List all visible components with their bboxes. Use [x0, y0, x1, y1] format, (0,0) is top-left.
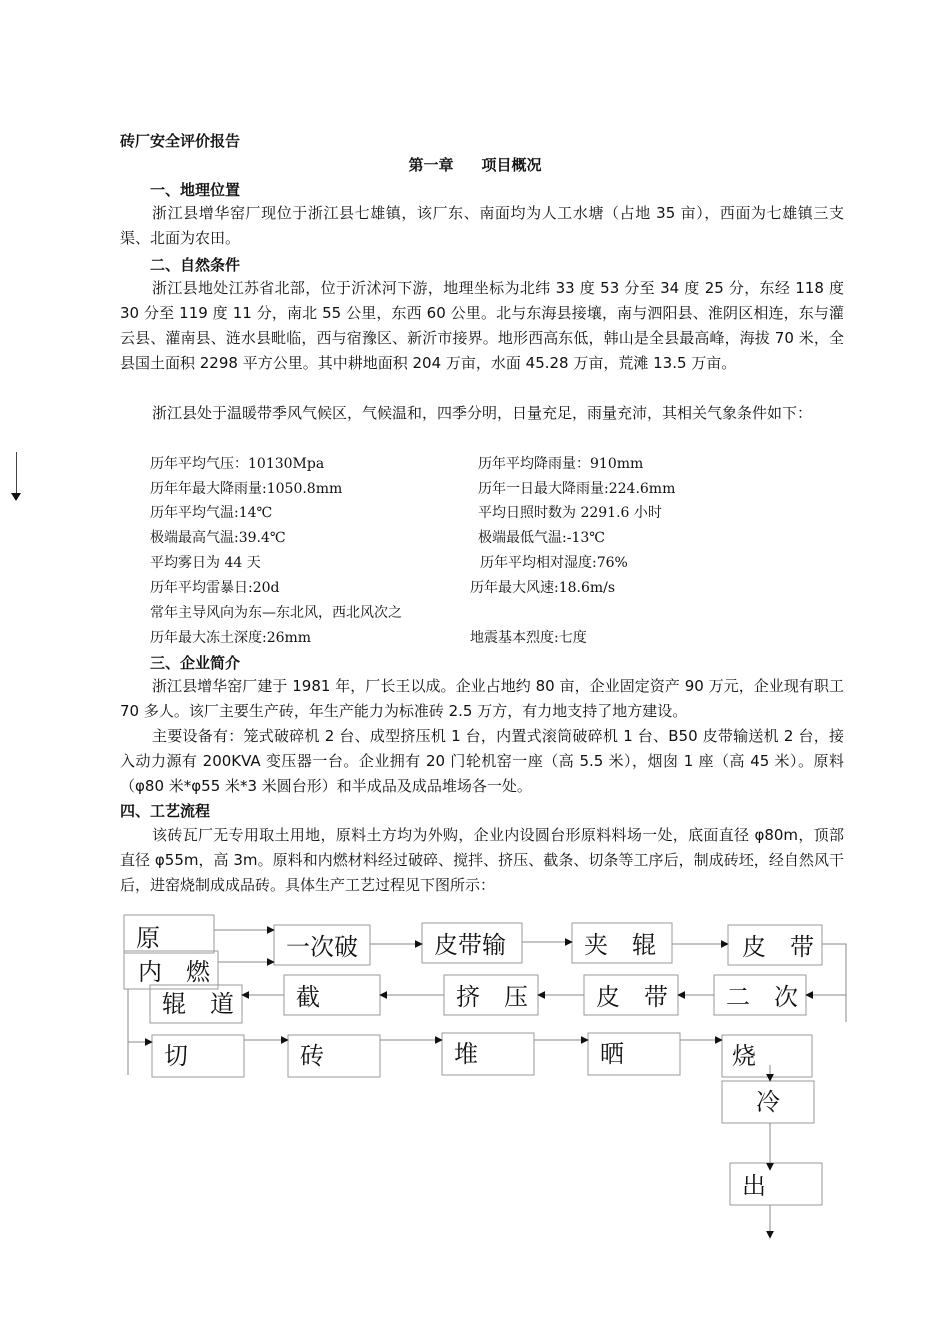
flow-label: 晒: [600, 1040, 624, 1068]
flow-label: 截: [296, 983, 320, 1011]
section-heading-location: 一、地理位置: [150, 181, 241, 199]
flow-label: 内 燃: [138, 958, 210, 986]
paragraph-process: 该砖瓦厂无专用取土用地，原料土方均为外购，企业内设圆台形原料料场一处，底面直径 φ80m，顶部直径 φ55m，高 3m。原料和内燃材料经过破碎、搅拌、挤压、截条、切条等工序后，制成砖坯，经自然风干后，进窑烧制成成品砖。具体生产工艺过程见下图所示：: [120, 826, 844, 894]
climate-item: 平均雾日为 44 天: [150, 555, 261, 571]
climate-item: 地震基本烈度:七度: [470, 630, 587, 646]
flow-label: 辊 道: [162, 990, 234, 1018]
climate-item: 历年平均相对湿度:76%: [480, 555, 628, 571]
section-heading-company: 三、企业简介: [150, 654, 241, 672]
climate-item: 常年主导风向为东—东北风，西北风次之: [150, 605, 402, 621]
flow-label: 烧: [732, 1042, 756, 1070]
paragraph-company: 浙江县增华窑厂建于 1981 年，厂长王以成。企业占地约 80 亩，企业固定资产 90 万元，企业现有职工 70 多人。该厂主要生产砖，年生产能力为标准砖 2.5 万方，有力地支持了地方建设。: [120, 677, 844, 720]
flow-label: 二 次: [726, 983, 798, 1011]
climate-item: 历年平均雷暴日:20d: [150, 580, 280, 596]
chapter-title: 项目概况: [481, 156, 542, 174]
climate-item: 历年最大冻土深度:26mm: [150, 630, 312, 646]
paragraph-geography: 浙江县地处江苏省北部，位于沂沭河下游，地理坐标为北纬 33 度 53 分至 34 度 25 分，东经 118 度 30 分至 119 度 11 分，南北 55 公里，东西 60 公里。北与东海县接壤，南与泗阳县、淮阴区相连，东与灌云县、灌南县、涟水县毗临，西与宿豫区、新沂市接界。地形西高东低，韩山是全县最高峰，海拔 70 米，全县国土面积 2298 平方公里。其中耕地面积 204 万亩，水面 45.28 万亩，荒滩 13.5 万亩。: [120, 279, 844, 372]
flow-label: 原: [136, 924, 160, 952]
flow-label: 出: [742, 1172, 766, 1200]
climate-item: 历年最大风速:18.6m/s: [470, 580, 616, 596]
climate-item: 平均日照时数为 2291.6 小时: [478, 505, 662, 521]
flow-label: 皮 带: [742, 933, 814, 961]
section-heading-nature: 二、自然条件: [150, 256, 241, 274]
chapter-number: 第一章: [408, 156, 454, 174]
paragraph-equipment: 主要设备有：笼式破碎机 2 台、成型挤压机 1 台，内置式滚筒破碎机 1 台、B50 皮带输送机 2 台，接入动力源有 200KVA 变压器一台。企业拥有 20 门轮机窑一座（高 5.5 米），烟囱 1 座（高 45 米）。原料（φ80 米*φ55 米*3 米圆台形）和半成品及成品堆场各一处。: [120, 727, 844, 795]
flow-label: 堆: [454, 1040, 478, 1068]
climate-item: 极端最低气温:-13℃: [478, 530, 605, 546]
flow-label: 皮带输: [434, 931, 506, 959]
flow-label: 一次破: [286, 933, 358, 961]
document-title: 砖厂安全评价报告: [120, 132, 241, 150]
paragraph-climate: 浙江县处于温暖带季风气候区，气候温和，四季分明，日量充足，雨量充沛，其相关气象条件如下：: [152, 404, 813, 422]
flow-label: 切: [164, 1042, 188, 1070]
flow-label: 冷: [756, 1088, 780, 1116]
paragraph-location: 浙江县增华窑厂现位于浙江县七雄镇，该厂东、南面均为人工水塘（占地 35 亩），西面为七雄镇三支渠、北面为农田。: [120, 204, 844, 247]
flow-label: 挤 压: [456, 983, 528, 1011]
flow-label: 皮 带: [596, 983, 668, 1011]
climate-item: 历年平均气温:14℃: [150, 505, 273, 521]
climate-item: 历年平均降雨量：910mm: [478, 456, 644, 472]
flow-label: 夹 辊: [584, 931, 656, 959]
climate-item: 历年年最大降雨量:1050.8mm: [150, 481, 343, 497]
climate-item: 极端最高气温:39.4℃: [150, 530, 286, 546]
climate-item: 历年平均气压：10130Mpa: [150, 456, 325, 472]
climate-item: 历年一日最大降雨量:224.6mm: [478, 481, 676, 497]
section-heading-process: 四、工艺流程: [120, 802, 211, 820]
flow-label: 砖: [300, 1042, 324, 1070]
